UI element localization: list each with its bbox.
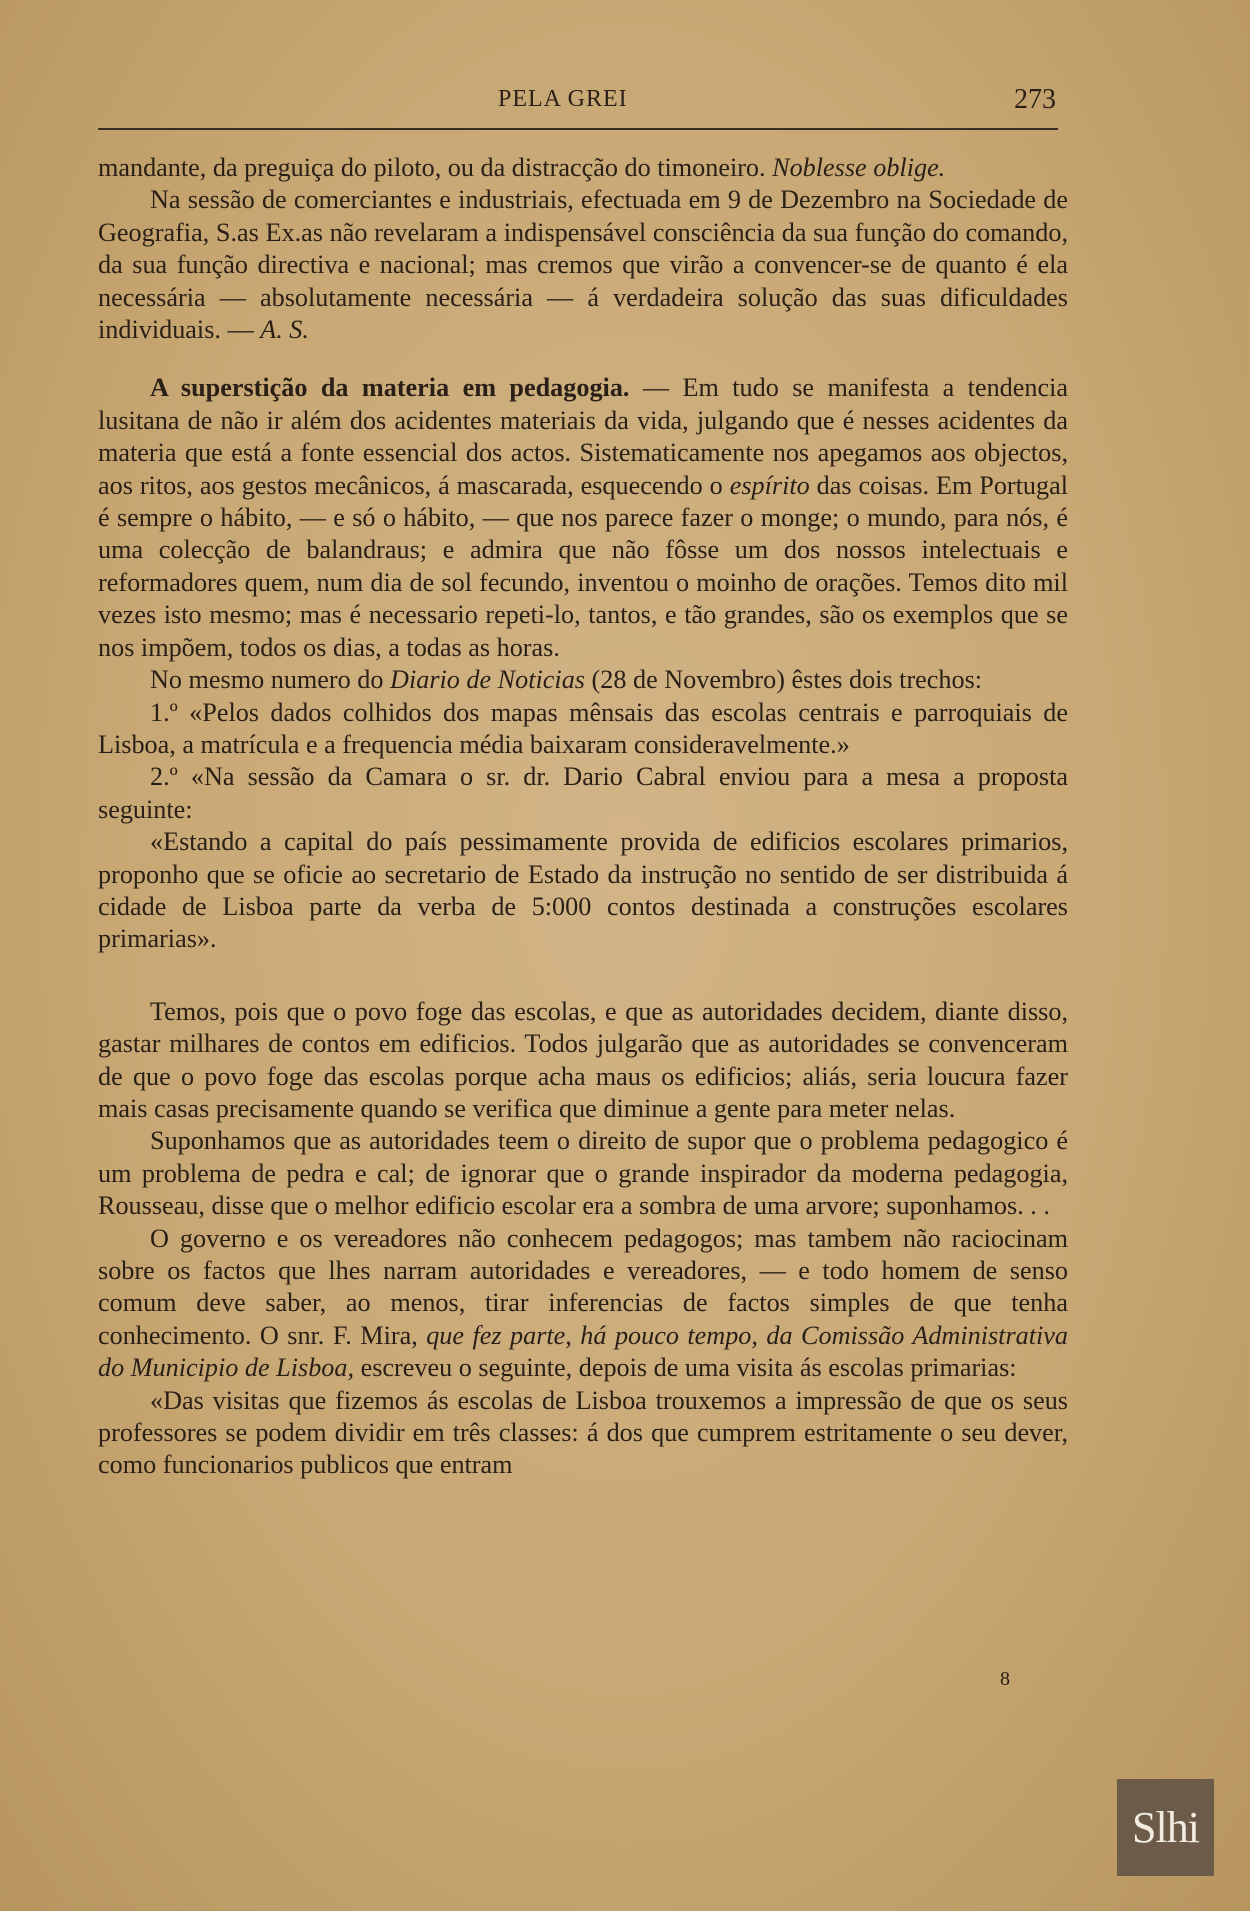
italic-text: espírito [729, 470, 810, 500]
paragraph [98, 761, 1068, 826]
page-number: 273 [1014, 84, 1056, 115]
paragraph [98, 996, 1068, 1126]
text-run: — Em tudo se manifesta a tendencia lusitana de não ir além dos acidentes materiais da vida, julgando que é nesses acidentes da materia que está a fonte essencial dos actos. Sistematicamente nos apegamos aos objectos, aos ritos, aos gestos mecânicos, á mascarada, esquecendo o [98, 373, 1069, 500]
signature-mark: 8 [1000, 1668, 1010, 1690]
paragraph [98, 664, 1068, 696]
paragraph [98, 372, 1068, 664]
header-rule [98, 128, 1058, 130]
text-run: Suponhamos que as autoridades teem o direito de supor que o problema pedagogico é um problema de pedra e cal; de ignorar que o grande inspirador da moderna pedagogia, Rousseau, disse que o melhor edificio escolar era a sombra de uma arvore; suponhamos. . . [98, 1126, 1068, 1221]
paragraph [98, 1223, 1068, 1385]
paragraph [98, 697, 1068, 762]
paragraph [98, 826, 1068, 956]
text-run: «Estando a capital do país pessimamente provida de edificios escolares primarios, proponho que se oficie ao secretario de Estado da instrução no sentido de ser distribuida á cidade de Lisboa parte da verba de 5:000 contos destinada a construções escolares primarias». [98, 827, 1068, 954]
running-title: PELA GREI [498, 86, 628, 112]
text-run: das coisas. Em Portugal é sempre o hábito, — e só o hábito, — que nos parece fazer o monge; o mundo, para nós, é uma colecção de balandraus; e admira que não fôsse um dos nossos intelectuais e reformadores quem, num dia de sol fecundo, inventou o moinho de orações. Temos dito mil vezes isto mesmo; mas é necessario repeti-lo, tantos, e tão grandes, são os exemplos que se nos impõem, todos os dias, a todas as horas. [98, 470, 1068, 662]
text-run: escreveu o seguinte, depois de uma visita ás escolas primarias: [354, 1353, 1017, 1383]
italic-text: Noblesse oblige. [772, 153, 946, 182]
page-header [98, 86, 1058, 120]
text-run: 1.º «Pelos dados colhidos dos mapas mênsais das escolas centrais e parroquiais de Lisboa, a matrícula e a frequencia média baixaram consideravelmente.» [98, 697, 1068, 759]
text-run: 2.º «Na sessão da Camara o sr. dr. Dario Cabral enviou para a mesa a proposta seguinte: [98, 762, 1068, 824]
italic-text: Diario de Noticias [390, 665, 585, 695]
library-logo: Slhi [1117, 1779, 1214, 1876]
body-text [98, 152, 1068, 1482]
paragraph [98, 184, 1068, 346]
text-run: Na sessão de comerciantes e industriais, efectuada em 9 de Dezembro na Sociedade de Geografia, S.as Ex.as não revelaram a indispensável consciência da sua função do comando, da sua função directiva e nacional; mas cremos que virão a convencer-se de quanto é ela necessária — absolutamente necessária — á verdadeira solução das suas dificuldades individuais. — [98, 185, 1068, 345]
paragraph [98, 152, 1068, 184]
italic-text: que fez parte, há pouco tempo, da Comissão Administrativa do Municipio de Lisboa, [98, 1320, 1069, 1383]
text-run: «Das visitas que fizemos ás escolas de Lisboa trouxemos a impressão de que os seus professores se podem dividir em três classes: á dos que cumprem estritamente o seu dever, como funcionarios publicos que entram [98, 1385, 1068, 1480]
text-run: (28 de Novembro) êstes dois trechos: [584, 665, 983, 695]
paragraph [98, 1385, 1068, 1482]
paragraph [98, 1125, 1068, 1222]
text-run: mandante, da preguiça do piloto, ou da distracção do timoneiro. [98, 153, 773, 182]
text-run: Temos, pois que o povo foge das escolas, e que as autoridades decidem, diante disso, gastar milhares de contos em edificios. Todos julgarão que as autoridades se convenceram de que o povo foge das escolas porque acha maus os edificios; aliás, seria loucura fazer mais casas precisamente quando se verifica que diminue a gente para meter nelas. [98, 996, 1068, 1123]
author-initials: A. S. [260, 315, 309, 345]
text-run: No mesmo numero do [150, 665, 391, 695]
text-run: O governo e os vereadores não conhecem pedagogos; mas tambem não raciocinam sobre os factos que lhes narram autoridades e vereadores, — e todo homem de senso comum deve saber, ao menos, tirar inferencias de factos simples de que tenha conhecimento. O snr. F. Mira, [98, 1223, 1068, 1350]
section-heading: A superstição da materia em pedagogia. [150, 373, 630, 403]
